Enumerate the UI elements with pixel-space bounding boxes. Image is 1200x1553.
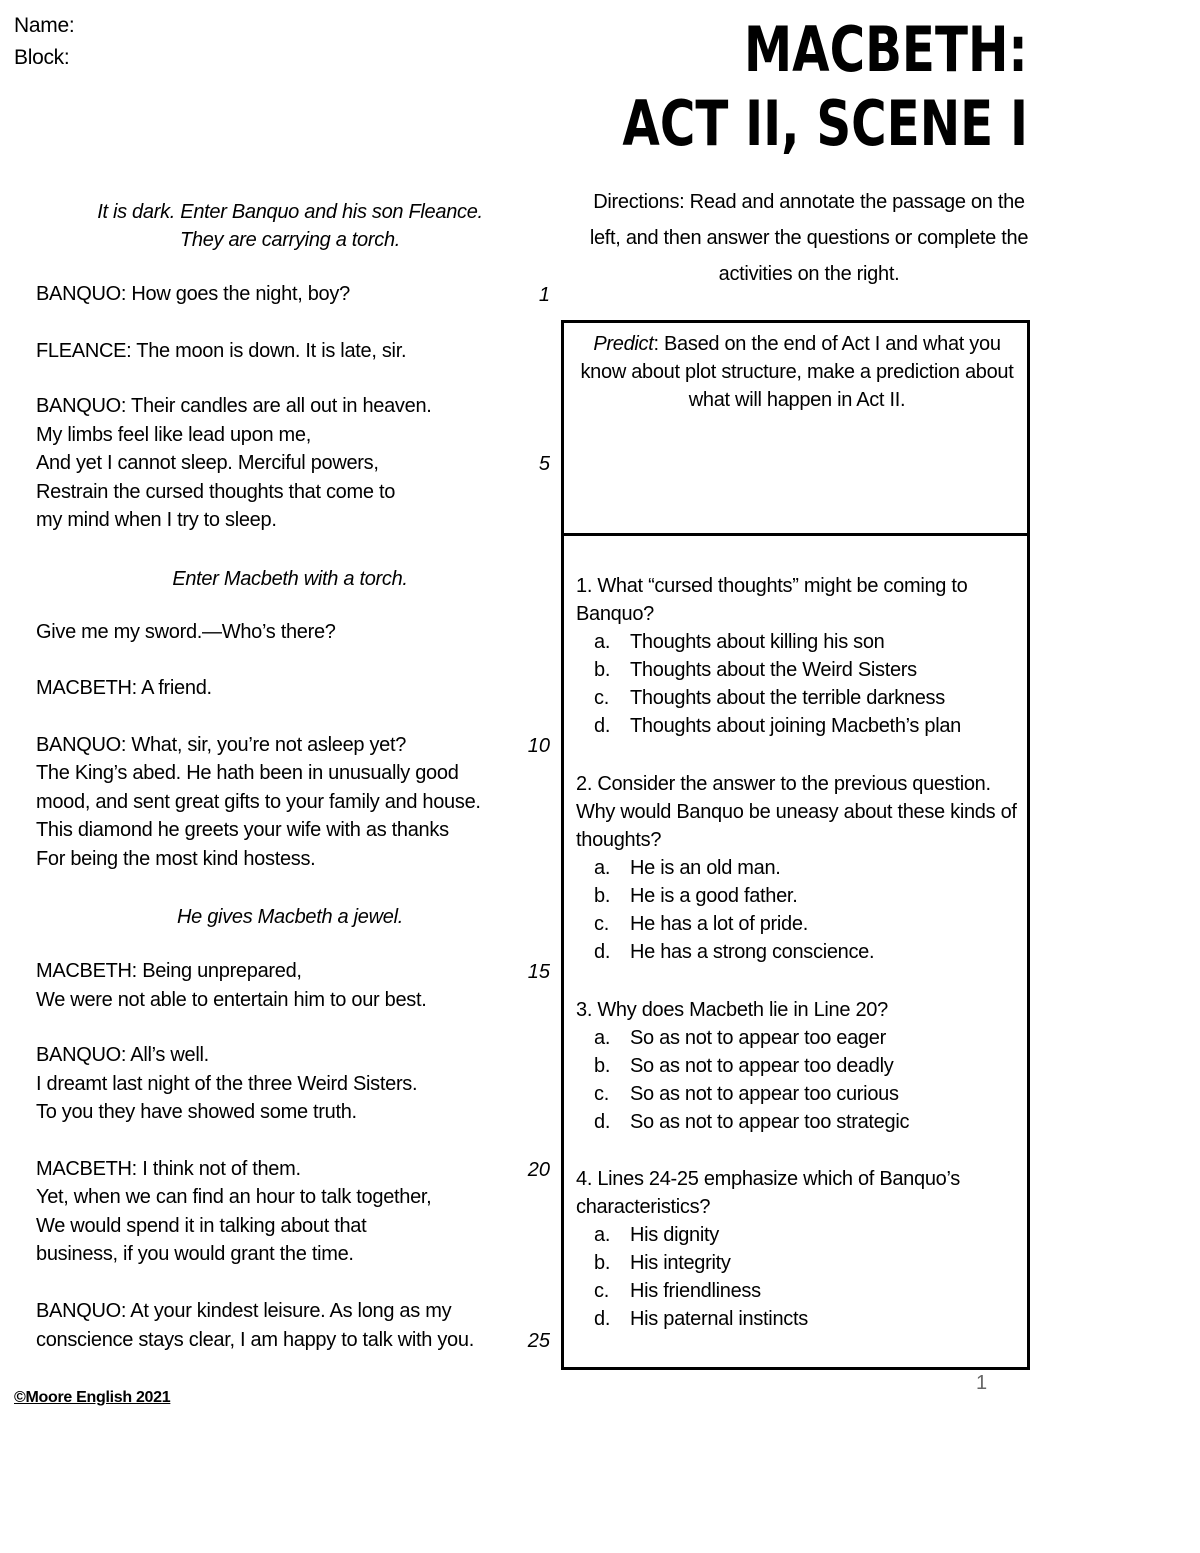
answer-option	[576, 1080, 1021, 1108]
option-letter: c.	[594, 913, 609, 935]
line-number: 20	[527, 1159, 550, 1181]
passage-line: my mind when I try to sleep.	[36, 509, 277, 531]
stage-direction-line: It is dark. Enter Banquo and his son Fleance.	[97, 201, 483, 223]
passage-line: This diamond he greets your wife with as thanks	[36, 819, 449, 841]
question-stem: 2. Consider the answer to the previous question. Why would Banquo be uneasy about these kinds of thoughts?	[576, 773, 1017, 851]
option-text: Thoughts about the terrible darkness	[630, 687, 945, 709]
option-text: He has a strong conscience.	[630, 941, 875, 963]
option-text: His friendliness	[630, 1280, 761, 1302]
answer-option	[576, 1221, 1021, 1249]
option-text: So as not to appear too curious	[630, 1083, 899, 1105]
question-stem: 1. What “cursed thoughts” might be coming to Banquo?	[576, 575, 968, 625]
passage-line: business, if you would grant the time.	[36, 1243, 354, 1265]
passage-line: Yet, when we can find an hour to talk together,	[36, 1186, 432, 1208]
answer-option	[576, 1108, 1021, 1136]
answer-option	[576, 712, 1021, 740]
answer-options	[576, 1221, 1021, 1333]
passage-line: I dreamt last night of the three Weird Sisters.	[36, 1073, 418, 1095]
passage-line: MACBETH: A friend.	[36, 677, 212, 699]
option-text: He is an old man.	[630, 857, 781, 879]
answer-option	[576, 938, 1021, 966]
option-text: So as not to appear too strategic	[630, 1111, 910, 1133]
question-stem: 3. Why does Macbeth lie in Line 20?	[576, 999, 888, 1021]
passage-line: To you they have showed some truth.	[36, 1101, 357, 1123]
answer-options	[576, 628, 1021, 740]
passage-line: The King’s abed. He hath been in unusually good	[36, 762, 459, 784]
passage-line: Restrain the cursed thoughts that come to	[36, 481, 396, 503]
answer-option	[576, 910, 1021, 938]
question-1	[576, 572, 1021, 740]
page-title-line1: MACBETH:	[744, 13, 1028, 86]
line-number: 10	[527, 735, 550, 757]
option-letter: c.	[594, 1083, 609, 1105]
block-label: Block:	[14, 46, 70, 69]
answer-option	[576, 628, 1021, 656]
question-stem: 4. Lines 24-25 emphasize which of Banquo’s characteristics?	[576, 1168, 960, 1218]
directions-text: Directions: Read and annotate the passage on the left, and then answer the questions or complete the activities on the right.	[589, 191, 1029, 285]
option-text: Thoughts about killing his son	[630, 631, 885, 653]
answer-option	[576, 854, 1021, 882]
passage-line: We would spend it in talking about that	[36, 1215, 367, 1237]
option-letter: b.	[594, 885, 611, 907]
passage-line: BANQUO: All’s well.	[36, 1044, 209, 1066]
answer-options	[576, 1024, 1021, 1136]
line-number: 1	[538, 284, 550, 306]
passage-line: MACBETH: Being unprepared,	[36, 960, 302, 982]
stage-direction-opening	[40, 198, 540, 254]
passage-line: MACBETH: I think not of them.	[36, 1158, 301, 1180]
option-letter: b.	[594, 1252, 611, 1274]
stage-direction-line: They are carrying a torch.	[179, 229, 401, 251]
answer-option	[576, 1249, 1021, 1277]
answer-option	[576, 656, 1021, 684]
option-text: His integrity	[630, 1252, 731, 1274]
question-2	[576, 770, 1021, 966]
predict-label: Predict	[593, 333, 654, 355]
option-letter: d.	[594, 1308, 611, 1330]
option-letter: a.	[594, 1027, 611, 1049]
passage-line: conscience stays clear, I am happy to talk with you.	[36, 1329, 474, 1351]
answer-option	[576, 882, 1021, 910]
passage-line: FLEANCE: The moon is down. It is late, sir.	[36, 340, 407, 362]
copyright-notice: ©Moore English 2021	[14, 1389, 171, 1406]
answer-option	[576, 1305, 1021, 1333]
passage-line: Give me my sword.—Who’s there?	[36, 621, 336, 643]
page-title-line2: ACT II, SCENE I	[622, 87, 1028, 160]
passage-line: BANQUO: How goes the night, boy?	[36, 283, 350, 305]
answer-option	[576, 1277, 1021, 1305]
line-number: 5	[538, 453, 550, 475]
option-text: Thoughts about joining Macbeth’s plan	[630, 715, 961, 737]
option-text: His paternal instincts	[630, 1308, 808, 1330]
option-text: Thoughts about the Weird Sisters	[630, 659, 917, 681]
option-text: His dignity	[630, 1224, 719, 1246]
passage-line: We were not able to entertain him to our best.	[36, 989, 427, 1011]
option-letter: b.	[594, 659, 611, 681]
passage-line: BANQUO: At your kindest leisure. As long as my	[36, 1300, 452, 1322]
option-text: So as not to appear too deadly	[630, 1055, 894, 1077]
stage-direction-jewel: He gives Macbeth a jewel.	[177, 906, 403, 928]
option-text: He is a good father.	[630, 885, 798, 907]
option-letter: b.	[594, 1055, 611, 1077]
answer-option	[576, 1024, 1021, 1052]
passage-line: BANQUO: What, sir, you’re not asleep yet?	[36, 734, 407, 756]
passage-line: And yet I cannot sleep. Merciful powers,	[36, 452, 379, 474]
predict-text: : Based on the end of Act I and what you know about plot structure, make a prediction about what will happen in Act II.	[580, 333, 1014, 411]
passage-line: mood, and sent great gifts to your family and house.	[36, 791, 481, 813]
option-text: He has a lot of pride.	[630, 913, 808, 935]
answer-option	[576, 684, 1021, 712]
passage-line: My limbs feel like lead upon me,	[36, 424, 311, 446]
option-letter: a.	[594, 1224, 611, 1246]
passage-line: For being the most kind hostess.	[36, 848, 316, 870]
option-letter: d.	[594, 715, 611, 737]
option-letter: a.	[594, 631, 611, 653]
option-letter: d.	[594, 941, 611, 963]
passage-line: BANQUO: Their candles are all out in heaven.	[36, 395, 432, 417]
predict-prompt	[576, 330, 1018, 414]
option-letter: c.	[594, 1280, 609, 1302]
question-4	[576, 1165, 1021, 1333]
question-3	[576, 996, 1021, 1136]
stage-direction-enter-macbeth: Enter Macbeth with a torch.	[172, 568, 408, 590]
line-number: 25	[527, 1330, 550, 1352]
line-number: 15	[527, 961, 550, 983]
name-label: Name:	[14, 14, 75, 37]
option-letter: d.	[594, 1111, 611, 1133]
page-number: 1	[976, 1372, 988, 1394]
option-letter: c.	[594, 687, 609, 709]
option-letter: a.	[594, 857, 611, 879]
answer-option	[576, 1052, 1021, 1080]
option-text: So as not to appear too eager	[630, 1027, 886, 1049]
answer-options	[576, 854, 1021, 966]
